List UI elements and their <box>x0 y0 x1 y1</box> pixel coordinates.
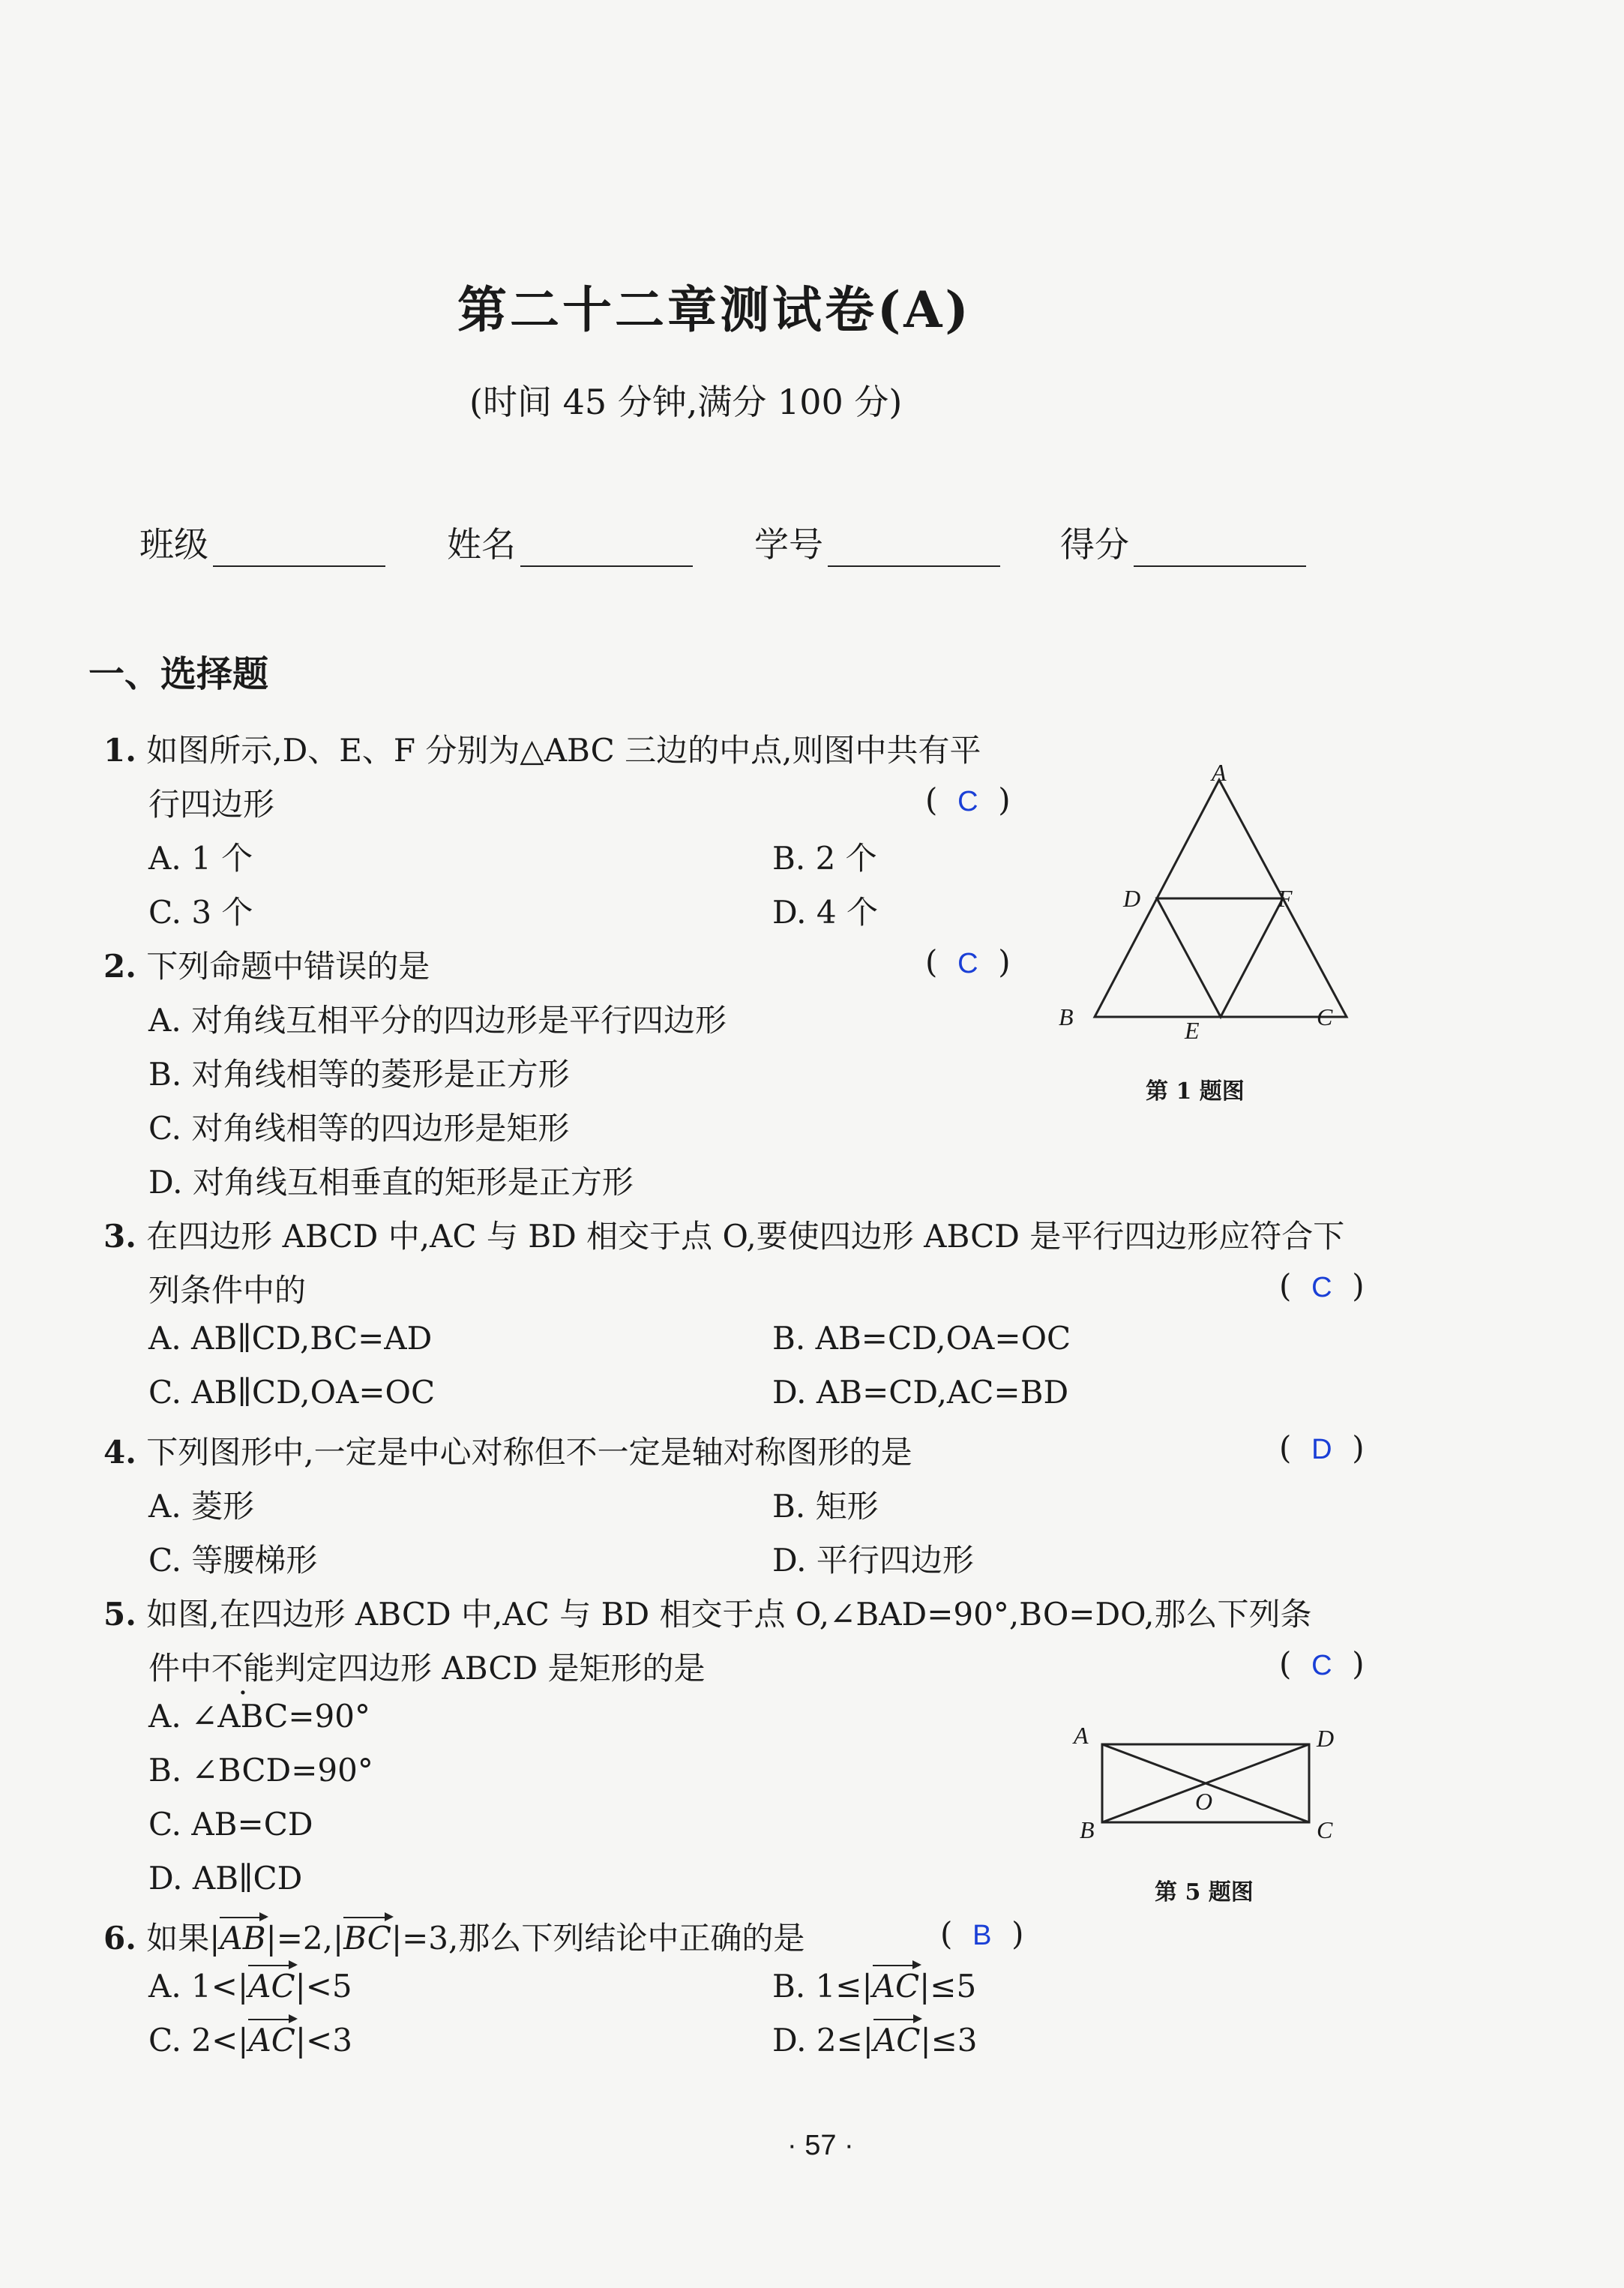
page-title: 第二十二章测试卷(A) <box>457 280 972 339</box>
option <box>772 2022 978 2059</box>
option: C. AB∥CD,OA=OC <box>148 1374 436 1411</box>
vector-ac: AC <box>248 2022 295 2059</box>
vector-ac: AC <box>872 1968 920 2005</box>
student-id-label: 学号 <box>754 524 823 565</box>
text-fragment: 件中 <box>148 1650 212 1687</box>
score-label: 得分 <box>1060 524 1129 565</box>
figure-5-rectangle <box>1080 1725 1335 1845</box>
text-fragment: 如果| <box>146 1920 220 1957</box>
vertex-label-d: D <box>1317 1725 1335 1752</box>
question-number: 2. <box>103 948 136 985</box>
figure-1-triangle <box>1050 750 1365 1095</box>
vector-ab: AB <box>220 1920 266 1957</box>
question-text: 下列图形中,一定是中心对称但不一定是轴对称图形的是 <box>146 1434 912 1471</box>
figure-5-caption: 第 5 题图 <box>1155 1879 1254 1906</box>
question-5-line-2 <box>148 1644 706 1689</box>
question-text: 如图,在四边形 ABCD 中,AC 与 BD 相交于点 O,∠BAD=90°,BO=DO,那么下列条 <box>146 1596 1312 1633</box>
class-field <box>139 517 385 567</box>
name-field <box>447 517 693 567</box>
vertex-label-a: A <box>1074 1722 1089 1749</box>
answer-parenthesis: ( C ) <box>1279 1267 1365 1304</box>
question-number: 6. <box>103 1920 136 1957</box>
text-fragment: |<5 <box>295 1968 352 2005</box>
answer-letter: B <box>972 1920 992 1951</box>
option: D. 4 个 <box>772 894 878 931</box>
option: B. ∠BCD=90° <box>148 1752 373 1789</box>
vector-bc: BC <box>343 1920 391 1957</box>
section-title: 一、选择题 <box>88 653 269 695</box>
text-fragment: 2≤| <box>816 2022 873 2059</box>
option: D. AB∥CD <box>148 1860 303 1897</box>
question-number: 3. <box>103 1218 136 1255</box>
answer-letter: D <box>1311 1434 1332 1465</box>
text-fragment: 1<| <box>191 1968 249 2005</box>
text-fragment: |=3,那么下列结论中正确的是 <box>391 1920 805 1957</box>
vertex-label-a: A <box>1212 759 1227 786</box>
question-3-line-1 <box>103 1212 1344 1257</box>
vector-ac: AC <box>873 2022 921 2059</box>
vertex-label-d: D <box>1123 885 1141 912</box>
option-letter: A. <box>148 1968 181 2005</box>
option: A. 对角线互相平分的四边形是平行四边形 <box>148 1002 727 1039</box>
page-subtitle: (时间 45 分钟,满分 100 分) <box>469 382 903 422</box>
answer-parenthesis: ( C ) <box>925 781 1011 818</box>
text-fragment: 1≤| <box>815 1968 873 2005</box>
figure-1-caption: 第 1 题图 <box>1146 1078 1245 1105</box>
text-fragment: |≤5 <box>919 1968 977 2005</box>
vertex-label-o: O <box>1195 1788 1213 1815</box>
option: B. 2 个 <box>772 840 877 877</box>
option: B. AB=CD,OA=OC <box>772 1320 1071 1357</box>
vector-ac: AC <box>248 1968 295 2005</box>
question-5-line-1 <box>103 1590 1311 1635</box>
option-letter: C. <box>148 2022 181 2059</box>
text-fragment: 判定四边形 ABCD 是矩形的是 <box>274 1650 706 1687</box>
option: C. AB=CD <box>148 1806 313 1843</box>
option: D. 对角线互相垂直的矩形是正方形 <box>148 1164 634 1201</box>
text-fragment: |=2,| <box>265 1920 344 1957</box>
question-4-line-1 <box>103 1428 912 1473</box>
question-number: 5. <box>103 1596 136 1633</box>
option <box>148 2022 352 2059</box>
option: A. AB∥CD,BC=AD <box>148 1320 433 1357</box>
page-number: · 57 · <box>787 2130 854 2161</box>
question-3-line-2: 列条件中的 <box>148 1272 307 1309</box>
option: C. 对角线相等的四边形是矩形 <box>148 1110 570 1147</box>
answer-letter: C <box>1311 1272 1332 1303</box>
triangle-def <box>1157 898 1283 1017</box>
emphasized-text: 不能 <box>211 1650 275 1687</box>
option: C. 等腰梯形 <box>148 1542 318 1579</box>
option: D. AB=CD,AC=BD <box>772 1374 1069 1411</box>
score-field <box>1060 517 1306 567</box>
vertex-label-e: E <box>1185 1017 1200 1044</box>
option: B. 矩形 <box>772 1488 879 1525</box>
answer-parenthesis: ( C ) <box>925 943 1011 980</box>
option: B. 对角线相等的菱形是正方形 <box>148 1056 570 1093</box>
question-1-line-2: 行四边形 <box>148 786 275 823</box>
question-text: 在四边形 ABCD 中,AC 与 BD 相交于点 O,要使四边形 ABCD 是平行四边形应符合下 <box>146 1218 1345 1255</box>
option: C. 3 个 <box>148 894 253 931</box>
answer-parenthesis: ( C ) <box>1279 1645 1365 1682</box>
question-text: 如图所示,D、E、F 分别为△ABC 三边的中点,则图中共有平 <box>146 732 981 769</box>
class-label: 班级 <box>139 524 208 565</box>
question-number: 4. <box>103 1434 136 1471</box>
option <box>772 1968 976 2005</box>
vertex-label-c: C <box>1317 1003 1333 1030</box>
answer-letter: C <box>957 948 978 979</box>
option: A. ∠ABC=90° <box>148 1698 370 1735</box>
student-id-field <box>754 517 1000 567</box>
text-fragment: |<3 <box>295 2022 352 2059</box>
text-fragment: |≤3 <box>920 2022 978 2059</box>
option-letter: D. <box>772 2022 807 2059</box>
vertex-label-f: F <box>1278 885 1293 912</box>
option: A. 菱形 <box>148 1488 255 1525</box>
question-6-line-1 <box>103 1914 805 1959</box>
answer-letter: C <box>957 786 978 817</box>
answer-parenthesis: ( D ) <box>1279 1429 1365 1466</box>
option-letter: B. <box>772 1968 806 2005</box>
name-blank[interactable] <box>520 531 693 567</box>
score-blank[interactable] <box>1134 531 1306 567</box>
question-2-line-1 <box>103 942 430 987</box>
question-text: 下列命题中错误的是 <box>146 948 430 985</box>
student-id-blank[interactable] <box>828 531 1000 567</box>
answer-parenthesis: ( B ) <box>940 1915 1024 1952</box>
question-1-line-1 <box>103 726 981 771</box>
vertex-label-b: B <box>1080 1816 1095 1843</box>
vertex-label-b: B <box>1059 1003 1074 1030</box>
text-fragment: 2<| <box>191 2022 249 2059</box>
class-blank[interactable] <box>213 531 385 567</box>
name-label: 姓名 <box>447 524 516 565</box>
vertex-label-c: C <box>1317 1816 1333 1843</box>
option: D. 平行四边形 <box>772 1542 974 1579</box>
option: A. 1 个 <box>148 840 253 877</box>
answer-letter: C <box>1311 1650 1332 1681</box>
question-number: 1. <box>103 732 136 769</box>
option <box>148 1968 352 2005</box>
